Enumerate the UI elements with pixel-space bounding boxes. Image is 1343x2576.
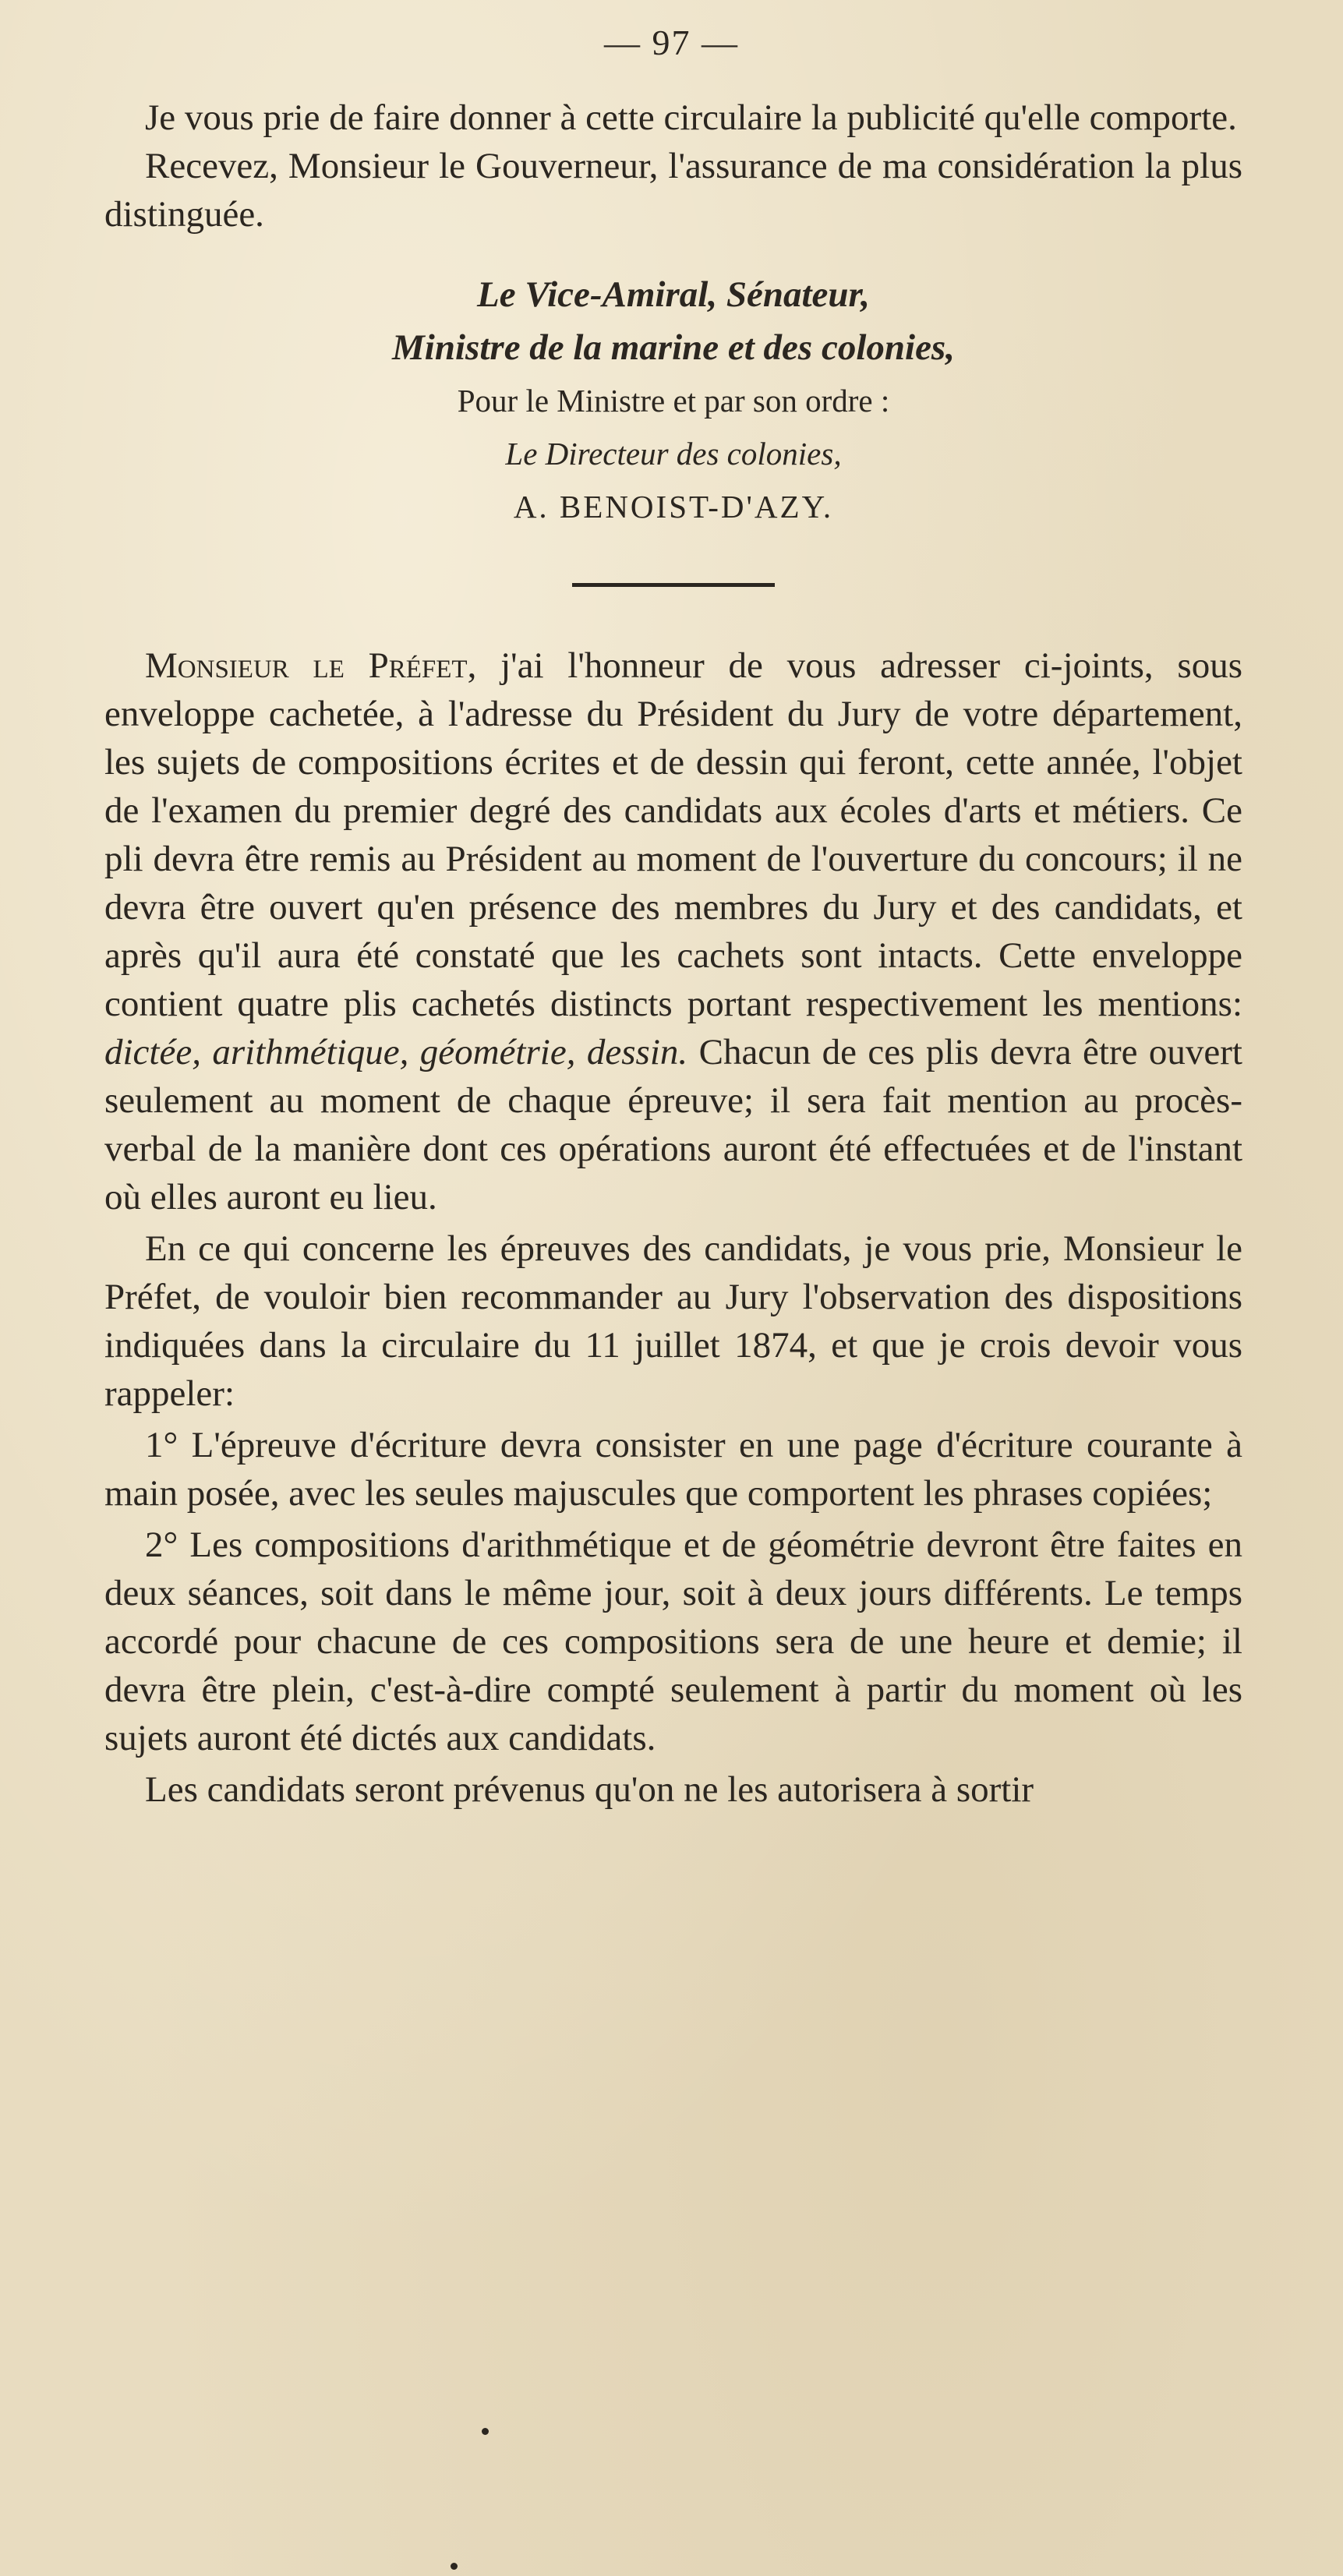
section-divider bbox=[572, 583, 775, 587]
circular-paragraph-1-mentions: dictée, arithmétique, géométrie, dessin. bbox=[104, 1032, 688, 1072]
signature-director: Le Directeur des colonies, bbox=[505, 436, 842, 472]
circular-paragraph-1-text-a: j'ai l'honneur de vous adresser ci-joints, sous enveloppe cachetée, à l'adresse du Président du Jury de votre département, les sujets de compositions écrites et de dessin qui feront, cette année, l'objet de l'examen du premier degré des candidats aux écoles d'arts et métiers. Ce pli devra être remis au Président au moment de l'ouverture du concours; il ne devra être ouvert qu'en présence des membres du Jury et des candidats, et après qu'il aura été constaté que les cachets sont intacts. Cette enveloppe contient quatre plis cachetés distincts portant respectivement les mentions: bbox=[104, 645, 1242, 1024]
circular-paragraph-3: 1° L'épreuve d'écriture devra consister en une page d'écriture courante à main posée, avec les seules majuscules que comportent les phrases copiées; bbox=[104, 1425, 1242, 1514]
circular-salutation: Monsieur le Préfet, bbox=[145, 645, 477, 686]
signature-ministry: Ministre de la marine et des colonies, bbox=[392, 327, 955, 368]
ink-speck bbox=[451, 2563, 458, 2570]
signature-delegation: Pour le Ministre et par son ordre : bbox=[457, 383, 890, 419]
signature-title: Le Vice-Amiral, Sénateur, bbox=[477, 274, 870, 315]
ink-speck bbox=[482, 2428, 489, 2435]
circular-paragraph-1 bbox=[104, 641, 1242, 1221]
circular-paragraph-1-text-b: Chacun de ces plis devra être ouvert seulement au moment de chaque épreuve; il sera fait mention au procès-verbal de la manière dont ces opérations auront été effectuées et de l'instant où elles auront eu lieu. bbox=[104, 1032, 1242, 1217]
circular-paragraph-4: 2° Les compositions d'arithmétique et de géométrie devront être faites en deux séances, soit dans le même jour, soit à deux jours différents. Le temps accordé pour chacune de ces compositions sera de une heure et demie; il devra être plein, c'est-à-dire compté seulement à partir du moment où les sujets auront été dictés aux candidats. bbox=[104, 1525, 1242, 1758]
circular-paragraph-5: Les candidats seront prévenus qu'on ne les autorisera à sortir bbox=[145, 1769, 1034, 1810]
signature-name: A. BENOIST-D'AZY. bbox=[513, 489, 834, 525]
letter-regards-paragraph: Recevez, Monsieur le Gouverneur, l'assurance de ma considération la plus distinguée. bbox=[104, 146, 1242, 235]
circular-paragraph-2: En ce qui concerne les épreuves des candidats, je vous prie, Monsieur le Préfet, de vouloir bien recommander au Jury l'observation des dispositions indiquées dans la circulaire du 11 juillet 1874, et que je crois devoir vous rappeler: bbox=[104, 1228, 1242, 1414]
text-column bbox=[104, 94, 1242, 1814]
page-number: — 97 — bbox=[604, 23, 739, 62]
letter-closing-paragraph: Je vous prie de faire donner à cette circulaire la publicité qu'elle comporte. bbox=[145, 97, 1237, 138]
signature-block bbox=[104, 268, 1242, 533]
